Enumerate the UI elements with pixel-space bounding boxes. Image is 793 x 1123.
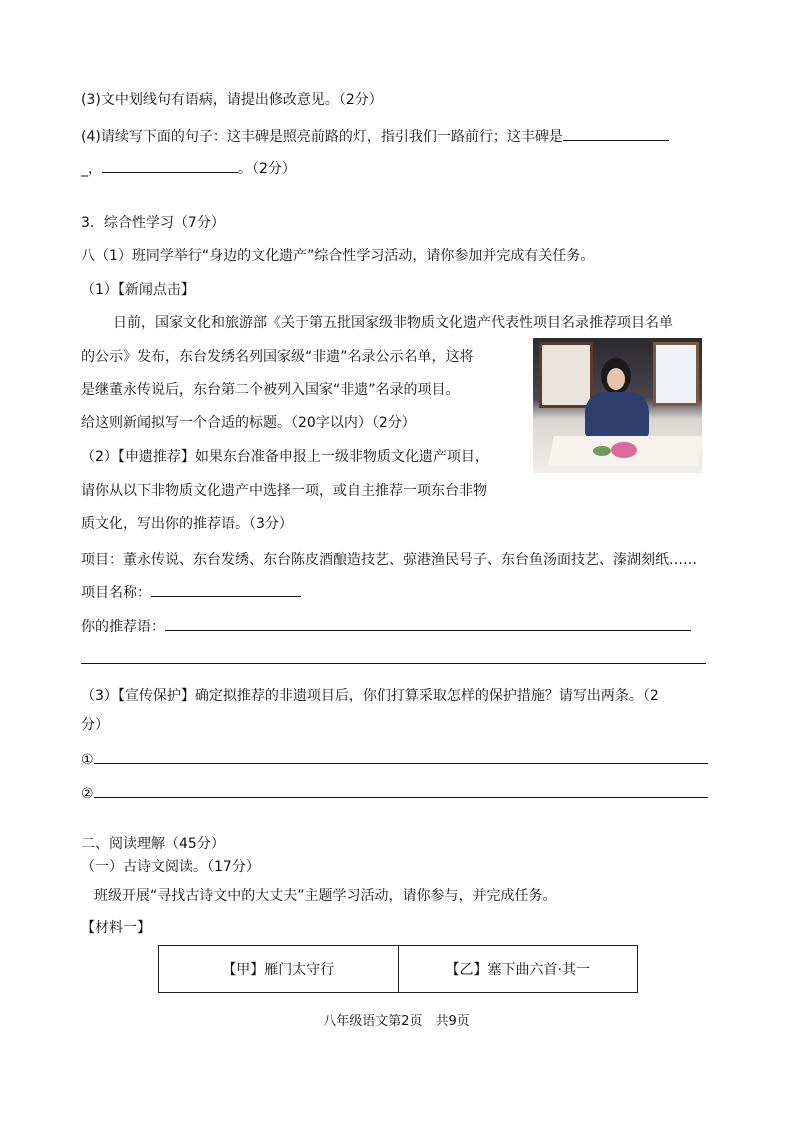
question-4-text: (4)请续写下面的句子：这丰碑是照亮前路的灯，指引我们一路前行；这丰碑是: [81, 129, 563, 145]
task-3-line-1: （3）【宣传保护】确定拟推荐的非遗项目后，你们打算采取怎样的保护措施？请写出两条。（2: [81, 688, 659, 704]
measure-marker-2: ②: [81, 786, 94, 802]
part-2-subtitle: （一）古诗文阅读。（17分）: [81, 859, 260, 875]
poem-cell-yi: 【乙】塞下曲六首·其一: [398, 946, 638, 992]
task-1-label: （1）【新闻点击】: [81, 282, 195, 298]
question-4: [81, 126, 669, 147]
question-4-continued: [81, 158, 296, 179]
question-3: (3)文中划线句有语病，请提出修改意见。（2分）: [81, 92, 383, 108]
part-2-title: 二、阅读理解（45分）: [81, 836, 225, 852]
recommend-blank[interactable]: [165, 616, 691, 631]
recommend-row: [81, 616, 691, 637]
answer-blank-2[interactable]: [102, 158, 238, 173]
project-name-row: [81, 582, 301, 603]
news-question: 给这则新闻拟写一个合适的标题。（20字以内）（2分）: [81, 415, 416, 431]
task-3-line-2: 分）: [81, 717, 109, 733]
poem-table: [158, 945, 638, 993]
measure-blank-1[interactable]: [94, 749, 708, 764]
recommend-blank-line-2[interactable]: [81, 663, 706, 664]
project-name-blank[interactable]: [151, 582, 301, 597]
measure-row-2: [81, 783, 708, 804]
embroidery-photo: [533, 338, 702, 473]
measure-blank-2[interactable]: [94, 783, 708, 798]
part-2-intro: 班级开展“寻找古诗文中的大丈夫”主题学习活动，请你参与，并完成任务。: [94, 888, 557, 904]
answer-blank-1[interactable]: [563, 126, 669, 141]
poem-cell-jia: 【甲】雁门太守行: [222, 962, 335, 978]
page-footer: 八年级语文第2页 共9页: [323, 1014, 470, 1029]
section-3-intro: 八（1）班同学举行“身边的文化遗产”综合性学习活动，请你参加并完成有关任务。: [81, 248, 595, 264]
project-name-label: 项目名称：: [81, 585, 151, 601]
question-4-suffix: 。（2分）: [238, 161, 296, 177]
section-3-title: 3．综合性学习（7分）: [81, 215, 225, 231]
measure-marker-1: ①: [81, 752, 94, 768]
projects-list: 项目：董永传说、东台发绣、东台陈皮酒酿造技艺、弶港渔民号子、东台鱼汤面技艺、溱湖刻纸……: [81, 552, 697, 568]
measure-row-1: [81, 749, 708, 770]
task-2-line-3: 质文化，写出你的推荐语。（3分）: [81, 516, 293, 532]
question-4-cont-prefix: _，: [81, 161, 102, 177]
news-line-1: 日前，国家文化和旅游部《关于第五批国家级非物质文化遗产代表性项目名录推荐项目名单: [113, 315, 673, 331]
recommend-label: 你的推荐语：: [81, 619, 165, 635]
material-1-label: 【材料一】: [81, 920, 151, 936]
news-line-2: 的公示》发布，东台发绣名列国家级“非遗”名录公示名单，这将: [81, 349, 474, 365]
task-2-line-2: 请你从以下非物质文化遗产中选择一项，或自主推荐一项东台非物: [81, 483, 487, 499]
news-line-3: 是继董永传说后，东台第二个被列入国家“非遗”名录的项目。: [81, 382, 460, 398]
task-2-line-1: （2）【申遗推荐】如果东台准备申报上一级非物质文化遗产项目，: [81, 449, 489, 465]
